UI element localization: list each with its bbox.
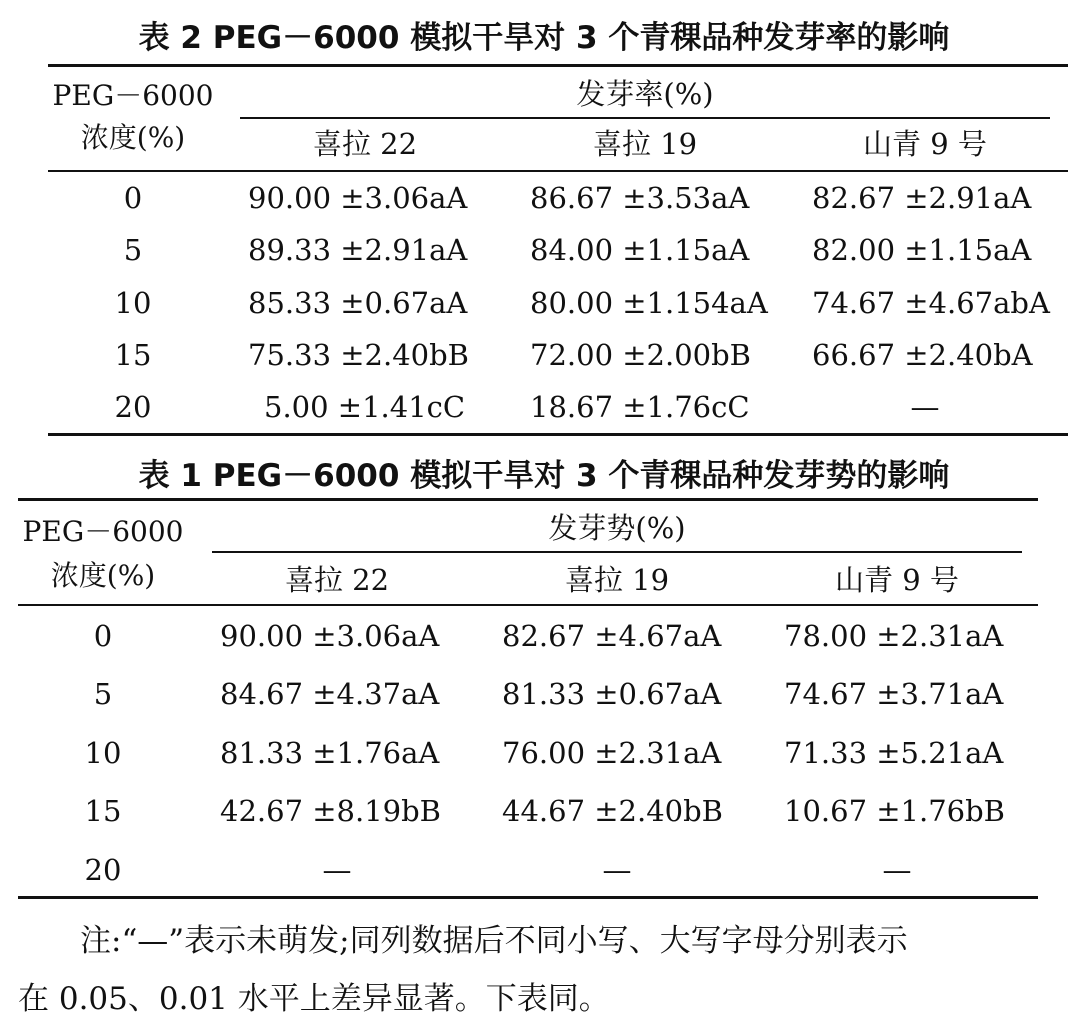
concentration-cell: 0	[93, 619, 113, 653]
value-cell: 81.33 ±1.76aA	[220, 736, 440, 770]
header-rule	[18, 604, 1038, 606]
value-cell: 42.67 ±8.19bB	[220, 794, 441, 828]
value-cell: 82.67 ±2.91aA	[812, 181, 1032, 215]
value-cell: 84.67 ±4.37aA	[220, 677, 440, 711]
concentration-cell: 10	[84, 736, 122, 770]
group-header: 发芽势(%)	[548, 511, 686, 545]
value-cell: 74.67 ±4.67abA	[812, 286, 1050, 320]
value-cell: 78.00 ±2.31aA	[784, 619, 1004, 653]
row-header-line1: PEG－6000	[52, 79, 214, 112]
value-cell: 89.33 ±2.91aA	[248, 233, 468, 267]
table-germination-rate	[0, 0, 1088, 440]
group-rule	[240, 117, 1050, 119]
row-header-line1: PEG－6000	[22, 515, 184, 548]
column-header: 山青 9 号	[835, 563, 959, 597]
group-rule	[212, 551, 1022, 553]
top-rule	[48, 64, 1068, 67]
value-cell: 5.00 ±1.41cC	[264, 390, 466, 424]
table-note	[18, 912, 1068, 1028]
value-cell: —	[882, 853, 912, 887]
concentration-cell: 15	[114, 338, 152, 372]
column-header: 山青 9 号	[863, 127, 987, 161]
value-cell: 10.67 ±1.76bB	[784, 794, 1005, 828]
concentration-cell: 20	[114, 390, 152, 424]
top-rule	[18, 498, 1038, 501]
table-germination-potential	[0, 440, 1088, 910]
column-header: 喜拉 19	[564, 563, 670, 597]
header-rule	[48, 170, 1068, 172]
value-cell: 82.00 ±1.15aA	[812, 233, 1032, 267]
table-caption: 表 2 PEG－6000 模拟干旱对 3 个青稞品种发芽率的影响	[138, 20, 950, 56]
concentration-cell: 0	[123, 181, 143, 215]
value-cell: 90.00 ±3.06aA	[220, 619, 440, 653]
value-cell: 71.33 ±5.21aA	[784, 736, 1004, 770]
row-header-line2: 浓度(%)	[80, 121, 186, 154]
value-cell: —	[602, 853, 632, 887]
value-cell: 72.00 ±2.00bB	[530, 338, 751, 372]
concentration-cell: 5	[93, 677, 113, 711]
value-cell: 75.33 ±2.40bB	[248, 338, 469, 372]
value-cell: 80.00 ±1.154aA	[530, 286, 768, 320]
value-cell: 82.67 ±4.67aA	[502, 619, 722, 653]
value-cell: 18.67 ±1.76cC	[530, 390, 750, 424]
row-header-line2: 浓度(%)	[50, 559, 156, 592]
value-cell: 90.00 ±3.06aA	[248, 181, 468, 215]
value-cell: —	[322, 853, 352, 887]
value-cell: 81.33 ±0.67aA	[502, 677, 722, 711]
bottom-rule	[18, 896, 1038, 899]
concentration-cell: 20	[84, 853, 122, 887]
column-header: 喜拉 22	[312, 127, 418, 161]
column-header: 喜拉 22	[284, 563, 390, 597]
value-cell: 66.67 ±2.40bA	[812, 338, 1033, 372]
value-cell: 85.33 ±0.67aA	[248, 286, 468, 320]
concentration-cell: 10	[114, 286, 152, 320]
column-header: 喜拉 19	[592, 127, 698, 161]
value-cell: 76.00 ±2.31aA	[502, 736, 722, 770]
bottom-rule	[48, 433, 1068, 436]
concentration-cell: 5	[123, 233, 143, 267]
value-cell: 86.67 ±3.53aA	[530, 181, 750, 215]
value-cell: 44.67 ±2.40bB	[502, 794, 723, 828]
group-header: 发芽率(%)	[576, 77, 714, 111]
note-line: 注:“—”表示未萌发;同列数据后不同小写、大写字母分别表示	[80, 923, 908, 959]
table-caption: 表 1 PEG－6000 模拟干旱对 3 个青稞品种发芽势的影响	[138, 458, 950, 494]
value-cell: 84.00 ±1.15aA	[530, 233, 750, 267]
concentration-cell: 15	[84, 794, 122, 828]
note-line: 在 0.05、0.01 水平上差异显著。下表同。	[18, 981, 610, 1017]
value-cell: —	[910, 390, 940, 424]
value-cell: 74.67 ±3.71aA	[784, 677, 1004, 711]
